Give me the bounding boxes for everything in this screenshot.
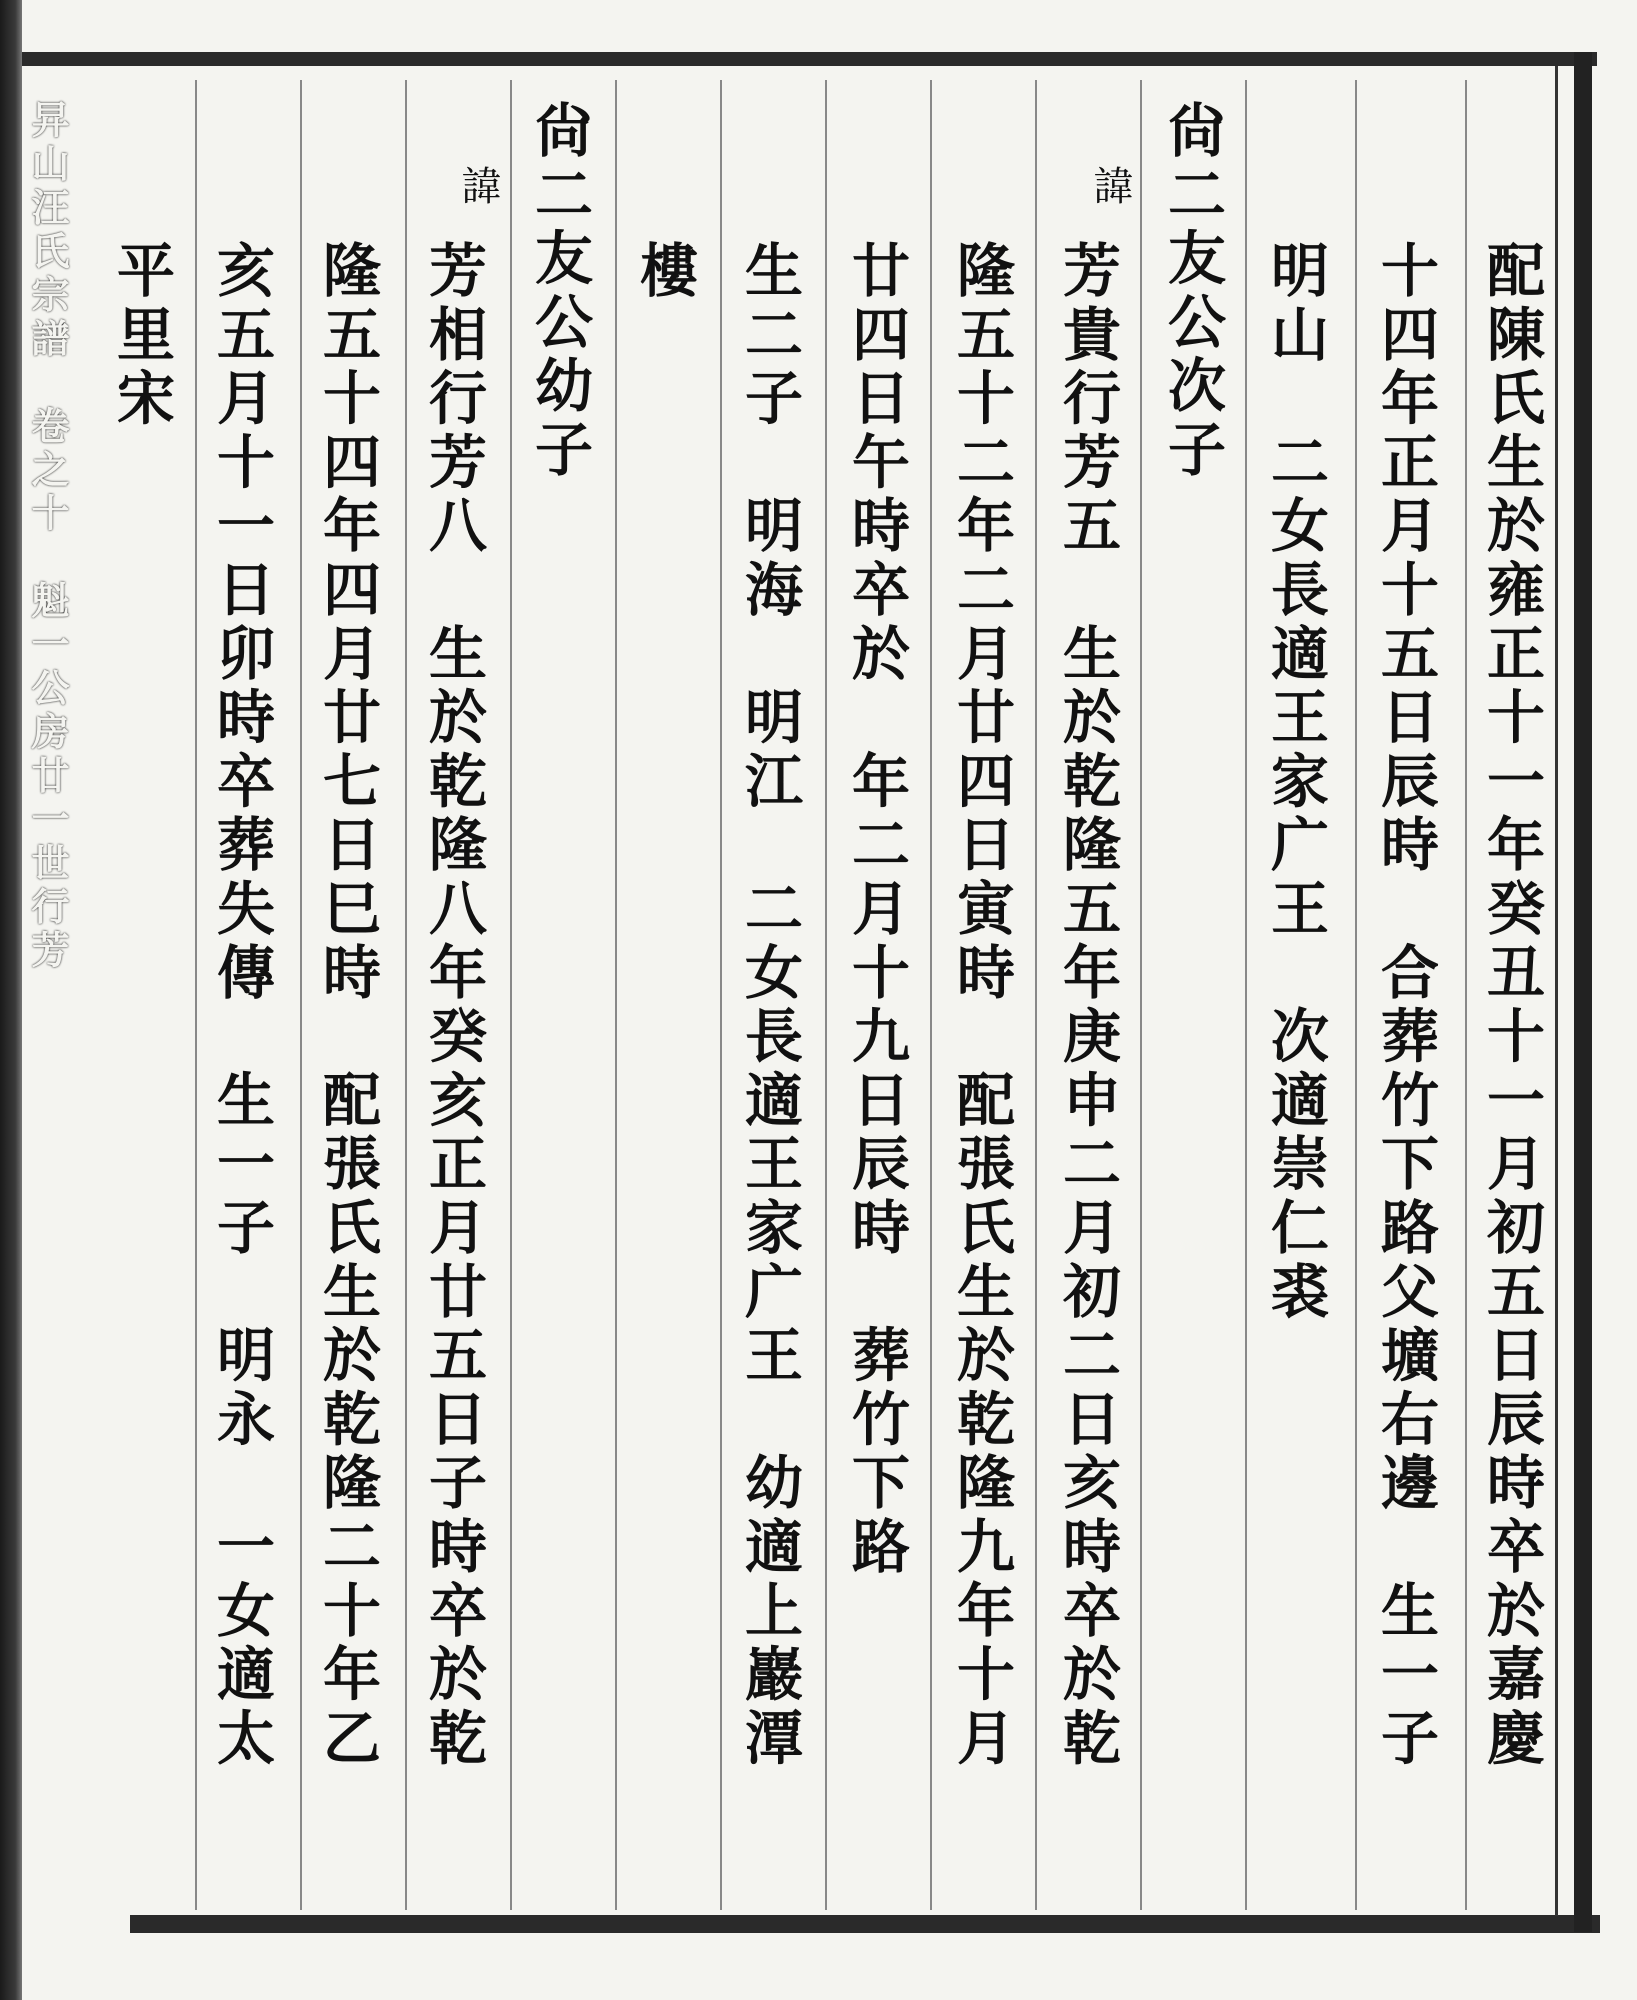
right-border-inner	[1555, 66, 1558, 1916]
note-hui: 諱	[455, 165, 501, 205]
text-column-10: 尙二友公幼子	[525, 100, 593, 483]
column-rule	[405, 80, 407, 1910]
text-column-14: 平里宋	[107, 240, 175, 432]
column-rule	[1465, 80, 1467, 1910]
text-column-8: 生二子 明海 明江 二女長適王家广王 幼適上巖潭	[735, 240, 803, 1772]
column-rule	[300, 80, 302, 1910]
column-rule	[510, 80, 512, 1910]
column-rule	[195, 80, 197, 1910]
text-column-6: 隆五十二年二月廿四日寅時 配張氏生於乾隆九年十月	[947, 240, 1015, 1772]
column-rule	[1140, 80, 1142, 1910]
text-column-11: 芳相行芳八 生於乾隆八年癸亥正月廿五日子時卒於乾	[419, 240, 487, 1772]
book-spine-edge	[0, 0, 22, 2000]
margin-title: 㫒山汪氏宗譜 卷之十 魁一公房廿一世行芳	[25, 100, 70, 974]
text-column-7: 廿四日午時卒於 年二月十九日辰時 葬竹下路	[842, 240, 910, 1580]
column-rule	[1245, 80, 1247, 1910]
margin-folio: 四	[25, 1510, 70, 1554]
text-column-12: 隆五十四年四月廿七日巳時 配張氏生於乾隆二十年乙	[313, 240, 381, 1772]
margin-hall: 三	[25, 1680, 70, 1724]
text-column-13: 亥五月十一日卯時卒葬失傳 生一子 明永 一女適太	[207, 240, 275, 1772]
text-column-1: 配陳氏生於雍正十一年癸丑十一月初五日辰時卒於嘉慶	[1477, 240, 1545, 1772]
column-rule	[1355, 80, 1357, 1910]
bottom-border	[130, 1915, 1600, 1933]
note-hui: 諱	[1087, 165, 1133, 205]
column-rule	[930, 80, 932, 1910]
right-border	[1574, 52, 1592, 1932]
column-rule	[825, 80, 827, 1910]
text-column-4: 尙二友公次子	[1158, 100, 1226, 483]
column-rule	[1035, 80, 1037, 1910]
text-column-3: 明山 二女長適王家广王 次適崇仁裘	[1261, 240, 1329, 1325]
text-column-9: 樓	[630, 240, 698, 304]
column-rule	[615, 80, 617, 1910]
column-rule	[720, 80, 722, 1910]
text-column-2: 十四年正月十五日辰時 合葬竹下路父壙右邊 生一子	[1371, 240, 1439, 1772]
top-border	[22, 52, 1597, 66]
text-column-5: 芳貴行芳五 生於乾隆五年庚申二月初二日亥時卒於乾	[1053, 240, 1121, 1772]
